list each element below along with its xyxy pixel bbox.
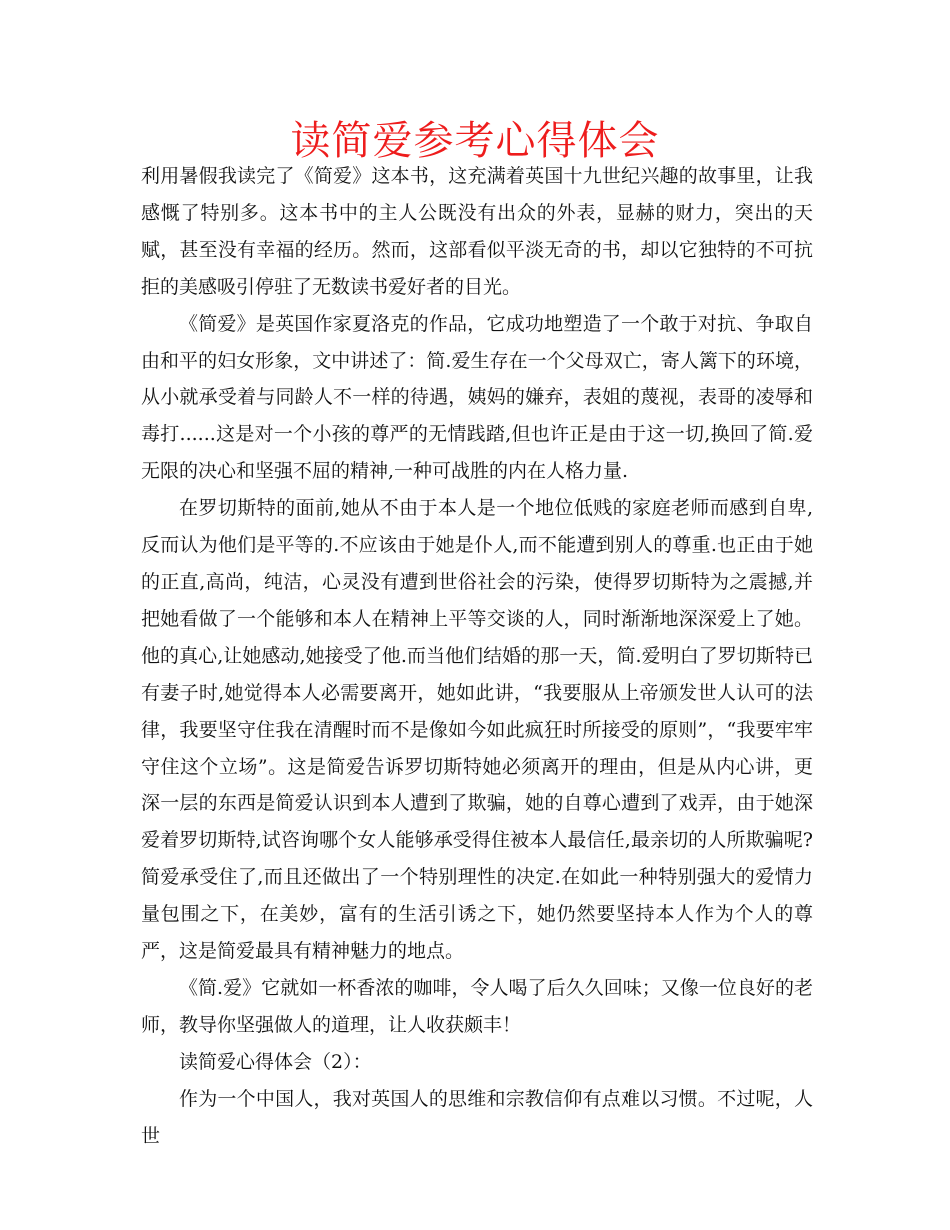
page-title: 读简爱参考心得体会 bbox=[290, 118, 660, 164]
paragraph-1: 利用暑假我读完了《简爱》这本书，这充满着英国十九世纪兴趣的故事里，让我感慨了特别多。这本书中的主人公既没有出众的外表，显赫的财力，突出的天赋，甚至没有幸福的经历。然而，这部看似平淡无奇的书，却以它独特的不可抗拒的美感吸引停驻了无数读书爱好者的目光。 bbox=[141, 165, 813, 298]
paragraph-5: 作为一个中国人，我对英国人的思维和宗教信仰有点难以习惯。不过呢，人世 bbox=[141, 1087, 813, 1147]
paragraph-2: 《简爱》是英国作家夏洛克的作品，它成功地塑造了一个敢于对抗、争取自由和平的妇女形象，文中讲述了：简.爱生存在一个父母双亡，寄人篱下的环境，从小就承受着与同龄人不一样的待遇，姨妈的嫌弃，表姐的蔑视，表哥的凌辱和毒打......这是对一个小孩的尊严的无情践踏,但也许正是由于这一切,换回了简.爱无限的决心和坚强不屈的精神,一种可战胜的内在人格力量. bbox=[141, 312, 813, 483]
section-heading-2: 读简爱心得体会（2）： bbox=[179, 1050, 372, 1073]
paragraph-4: 《简.爱》它就如一杯香浓的咖啡，令人喝了后久久回味；又像一位良好的老师，教导你坚强做人的道理，让人收获颇丰！ bbox=[141, 976, 813, 1036]
document-body bbox=[141, 158, 813, 1154]
paragraph-3: 在罗切斯特的面前,她从不由于本人是一个地位低贱的家庭老师而感到自卑,反而认为他们是平等的.不应该由于她是仆人,而不能遭到别人的尊重.也正由于她的正直,高尚，纯洁，心灵没有遭到世俗社会的污染，使得罗切斯特为之震撼,并把她看做了一个能够和本人在精神上平等交谈的人，同时渐渐地深深爱上了她。他的真心,让她感动,她接受了他.而当他们结婚的那一天，简.爱明白了罗切斯特已有妻子时,她觉得本人必需要离开，她如此讲，“我要服从上帝颁发世人认可的法律，我要坚守住我在清醒时而不是像如今如此疯狂时所接受的原则”，“我要牢牢守住这个立场”。这是简爱告诉罗切斯特她必须离开的理由，但是从内心讲，更深一层的东西是简爱认识到本人遭到了欺骗，她的自尊心遭到了戏弄，由于她深爱着罗切斯特,试咨询哪个女人能够承受得住被本人最信任,最亲切的人所欺骗呢?简爱承受住了,而且还做出了一个特别理性的决定.在如此一种特别强大的爱情力量包围之下，在美妙，富有的生活引诱之下，她仍然要坚持本人作为个人的尊严，这是简爱最具有精神魅力的地点。 bbox=[141, 497, 813, 963]
